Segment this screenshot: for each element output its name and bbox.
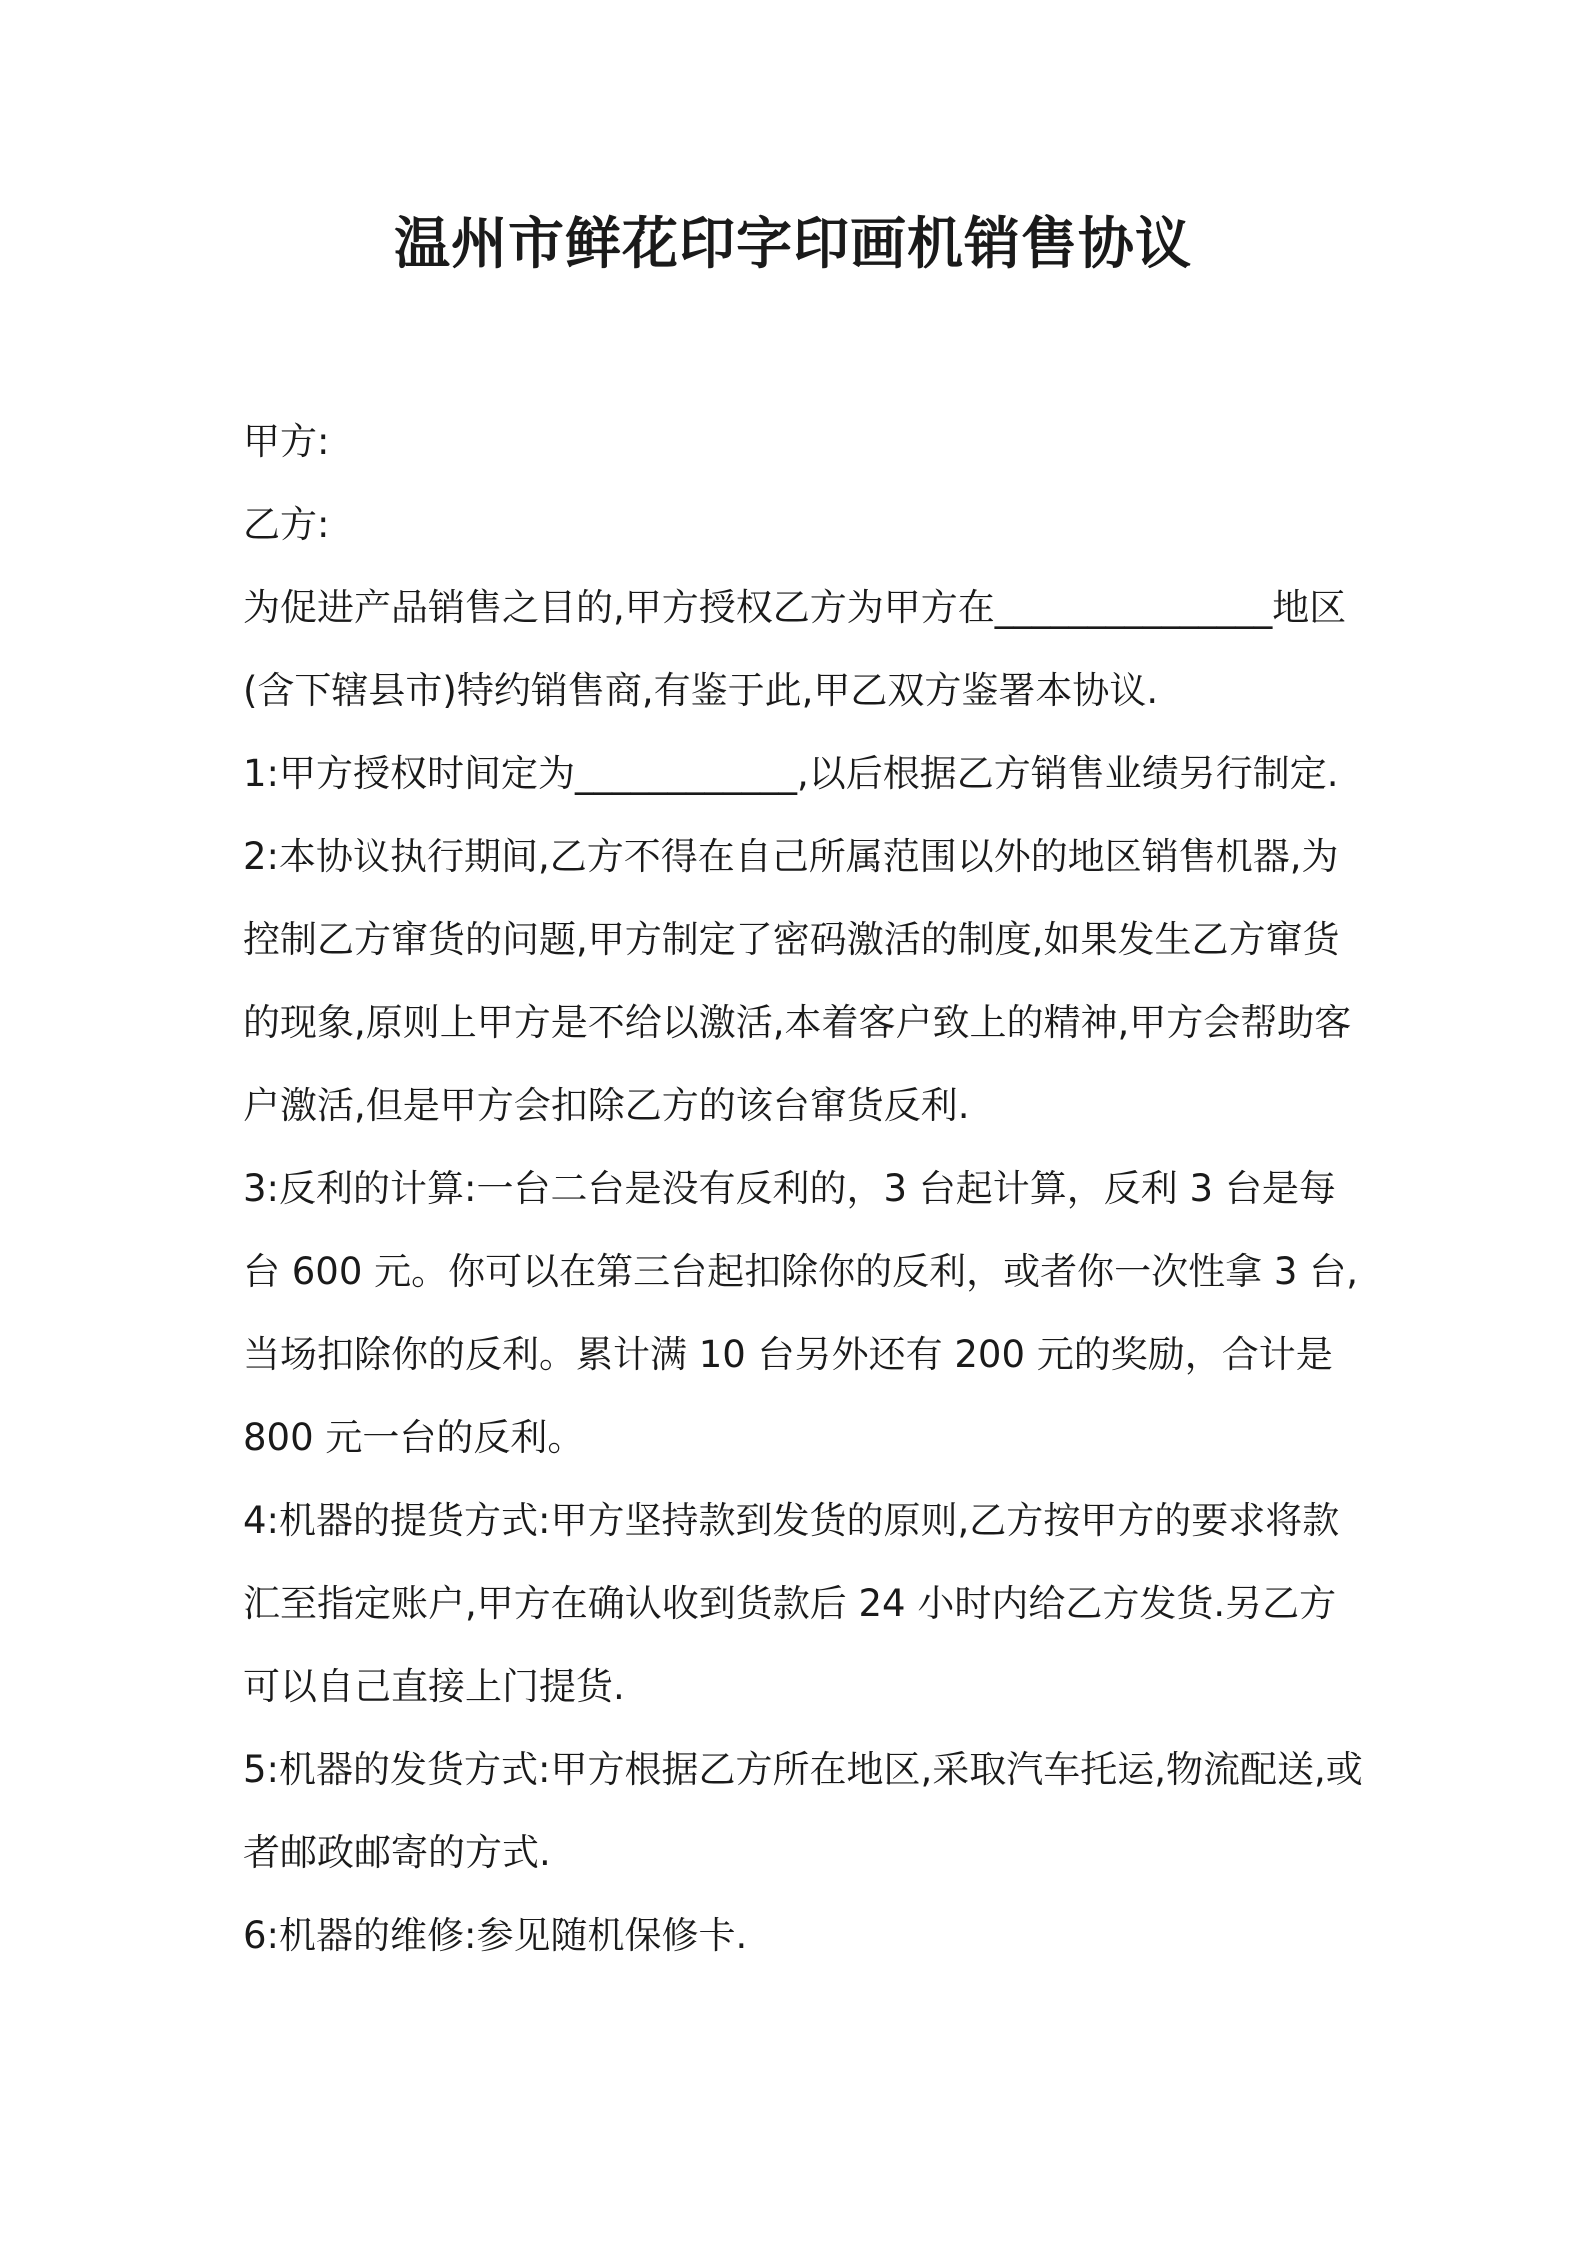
clause-6-paragraph: 6:机器的维修:参见随机保修卡. (243, 1914, 748, 1957)
clause-2-paragraph: 2:本协议执行期间,乙方不得在自己所属范围以外的地区销售机器,为控制乙方窜货的问题,甲方制定了密码激活的制度,如果发生乙方窜货的现象,原则上甲方是不给以激活,本着客户致上的精神,甲方会帮助客户激活,但是甲方会扣除乙方的该台窜货反利. (243, 835, 1352, 1127)
party-b-line: 乙方: (243, 503, 330, 546)
clause-5-paragraph: 5:机器的发货方式:甲方根据乙方所在地区,采取汽车托运,物流配送,或者邮政邮寄的方式. (243, 1748, 1363, 1874)
clause-1-paragraph: 1:甲方授权时间定为____________,以后根据乙方销售业绩另行制定. (243, 752, 1339, 795)
intro-paragraph: 为促进产品销售之目的,甲方授权乙方为甲方在_______________地区(含下辖县市)特约销售商,有鉴于此,甲乙双方鉴署本协议. (243, 586, 1347, 712)
document-title: 温州市鲜花印字印画机销售协议 (394, 212, 1192, 277)
document-body (243, 400, 1363, 1977)
party-a-line: 甲方: (243, 420, 330, 463)
clause-4-paragraph: 4:机器的提货方式:甲方坚持款到发货的原则,乙方按甲方的要求将款汇至指定账户,甲方在确认收到货款后 24 小时内给乙方发货.另乙方可以自己直接上门提货. (243, 1499, 1340, 1708)
clause-3-paragraph: 3:反利的计算:一台二台是没有反利的，3 台起计算，反利 3 台是每台 600 元。你可以在第三台起扣除你的反利，或者你一次性拿 3 台,当场扣除你的反利。累计满 10 台另外还有 200 元的奖励，合计是 800 元一台的反利。 (243, 1167, 1358, 1459)
